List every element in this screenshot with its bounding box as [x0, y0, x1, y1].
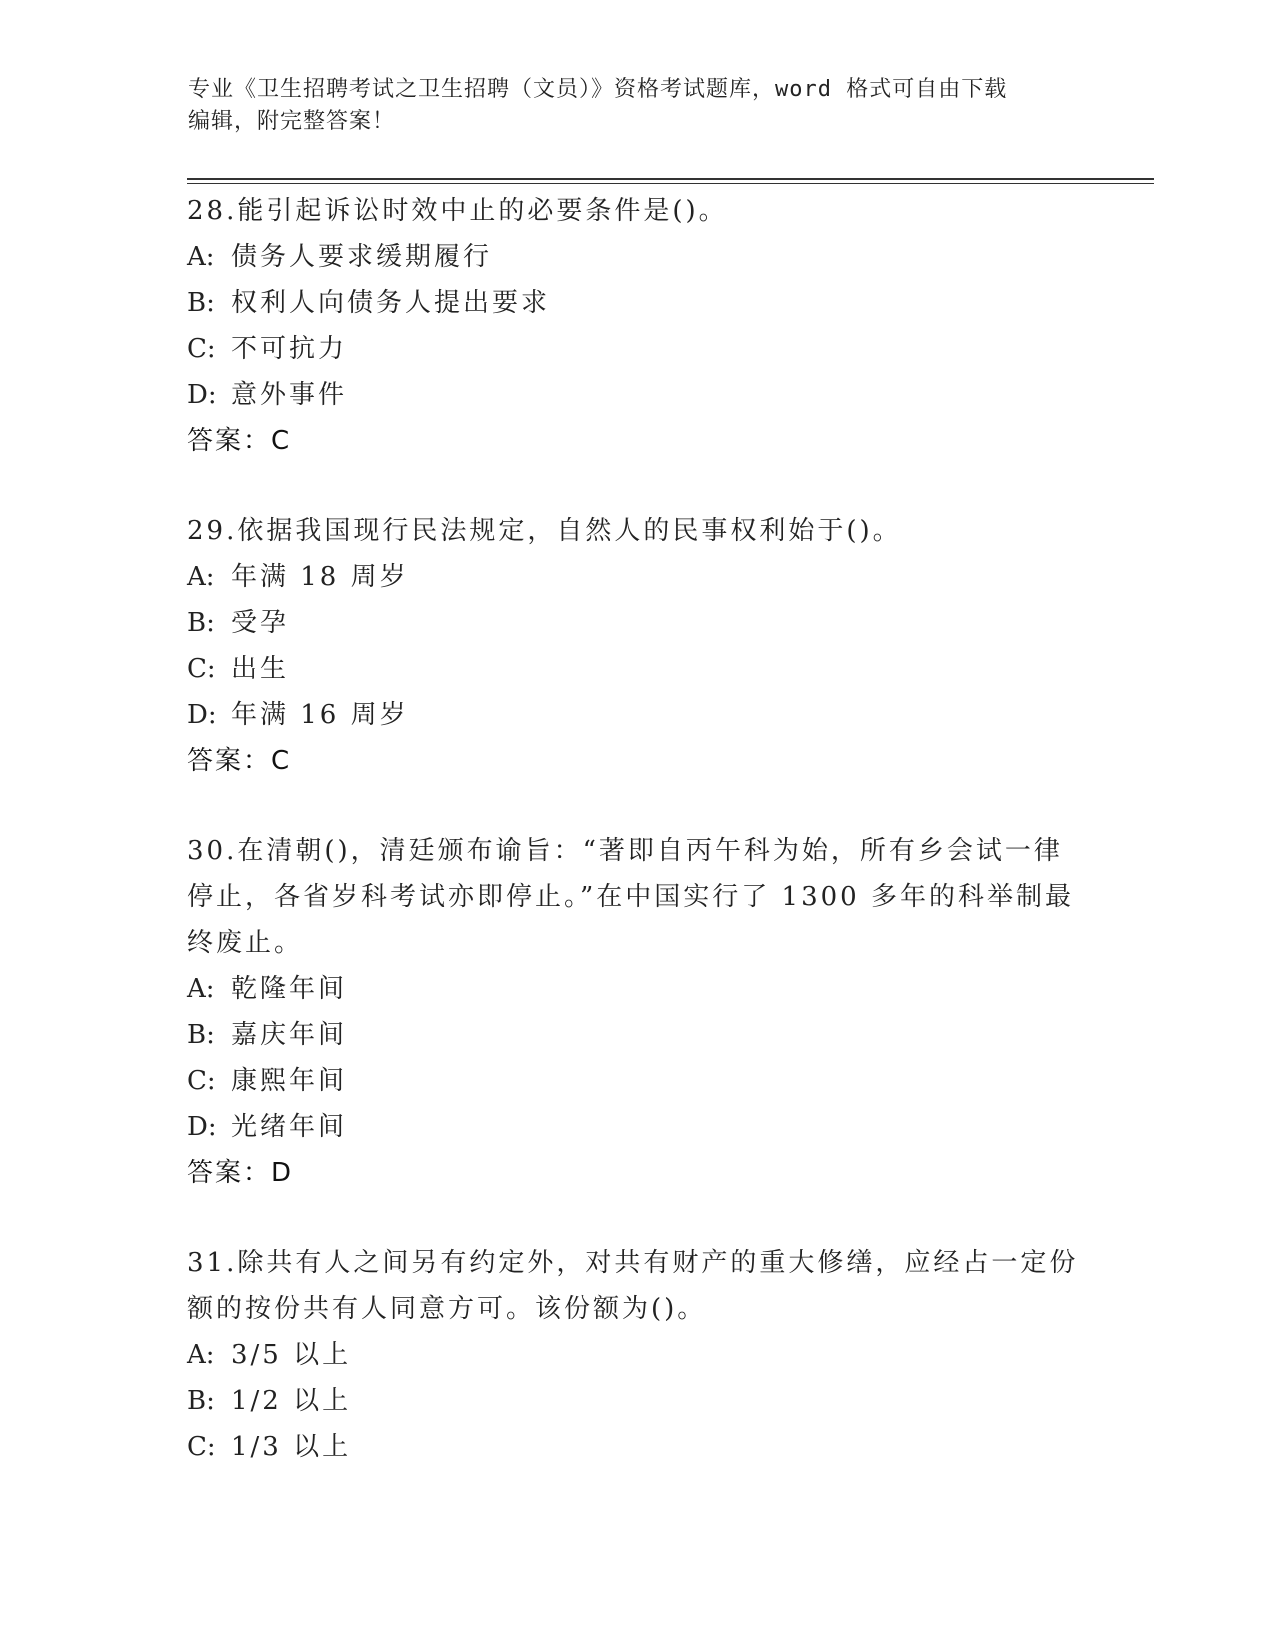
answer-value: D [271, 1158, 294, 1188]
option-text: 不可抗力 [231, 334, 348, 364]
option-b [187, 280, 1087, 326]
option-text: 乾隆年间 [231, 974, 348, 1004]
header-divider-thick [187, 178, 1154, 180]
option-a [187, 966, 1087, 1012]
question-31 [187, 1240, 1087, 1470]
question-stem: 28.能引起诉讼时效中止的必要条件是()。 [187, 196, 728, 226]
option-text: 债务人要求缓期履行 [231, 242, 493, 272]
option-letter: B: [187, 1020, 215, 1050]
question-29 [187, 508, 1087, 784]
option-letter: A: [187, 242, 215, 272]
option-letter: C: [187, 1432, 216, 1462]
option-text: 1/2 以上 [231, 1386, 352, 1416]
header-line-1: 专业《卫生招聘考试之卫生招聘（文员）》资格考试题库，word 格式可自由下载 [188, 77, 1008, 102]
option-c [187, 1424, 1087, 1470]
option-a [187, 1332, 1087, 1378]
option-text: 权利人向债务人提出要求 [231, 288, 551, 318]
question-30 [187, 828, 1087, 1196]
option-text: 3/5 以上 [231, 1340, 352, 1370]
option-letter: C: [187, 654, 216, 684]
option-d [187, 692, 1087, 738]
option-b [187, 1012, 1087, 1058]
option-text: 年满 16 周岁 [231, 700, 409, 730]
option-text: 年满 18 周岁 [231, 562, 409, 592]
option-c [187, 646, 1087, 692]
answer-label: 答案： [187, 1158, 272, 1188]
option-text: 光绪年间 [231, 1112, 348, 1142]
answer-label: 答案： [187, 746, 272, 776]
option-letter: A: [187, 1340, 215, 1370]
option-text: 康熙年间 [231, 1066, 348, 1096]
option-c [187, 1058, 1087, 1104]
option-d [187, 1104, 1087, 1150]
option-text: 受孕 [231, 608, 290, 638]
answer-value: C [271, 746, 292, 776]
option-letter: C: [187, 334, 216, 364]
option-text: 出生 [231, 654, 290, 684]
option-text: 意外事件 [231, 380, 348, 410]
answer-line [187, 738, 1087, 784]
answer-line [187, 418, 1087, 464]
option-letter: D: [187, 700, 217, 730]
option-letter: C: [187, 1066, 216, 1096]
option-letter: A: [187, 562, 215, 592]
question-stem: 29.依据我国现行民法规定，自然人的民事权利始于()。 [187, 516, 902, 546]
option-b [187, 1378, 1087, 1424]
option-text: 嘉庆年间 [231, 1020, 348, 1050]
option-c [187, 326, 1087, 372]
option-a [187, 234, 1087, 280]
header-divider-thin [187, 183, 1154, 184]
option-letter: B: [187, 1386, 215, 1416]
answer-label: 答案： [187, 426, 272, 456]
answer-value: C [271, 426, 292, 456]
option-a [187, 554, 1087, 600]
option-letter: D: [187, 380, 217, 410]
answer-line [187, 1150, 1087, 1196]
question-28 [187, 188, 1087, 464]
question-list [187, 188, 1087, 1514]
document-header [188, 74, 1088, 138]
header-line-2: 编辑，附完整答案！ [188, 109, 396, 134]
option-b [187, 600, 1087, 646]
question-stem: 30.在清朝()，清廷颁布谕旨：“著即自丙午科为始，所有乡会试一律停止，各省岁科考试亦即停止。”在中国实行了 1300 多年的科举制最终废止。 [187, 836, 1074, 958]
option-text: 1/3 以上 [231, 1432, 352, 1462]
option-letter: A: [187, 974, 215, 1004]
option-letter: B: [187, 288, 215, 318]
option-letter: B: [187, 608, 215, 638]
question-stem: 31.除共有人之间另有约定外，对共有财产的重大修缮，应经占一定份额的按份共有人同意方可。该份额为()。 [187, 1248, 1079, 1324]
option-d [187, 372, 1087, 418]
option-letter: D: [187, 1112, 217, 1142]
